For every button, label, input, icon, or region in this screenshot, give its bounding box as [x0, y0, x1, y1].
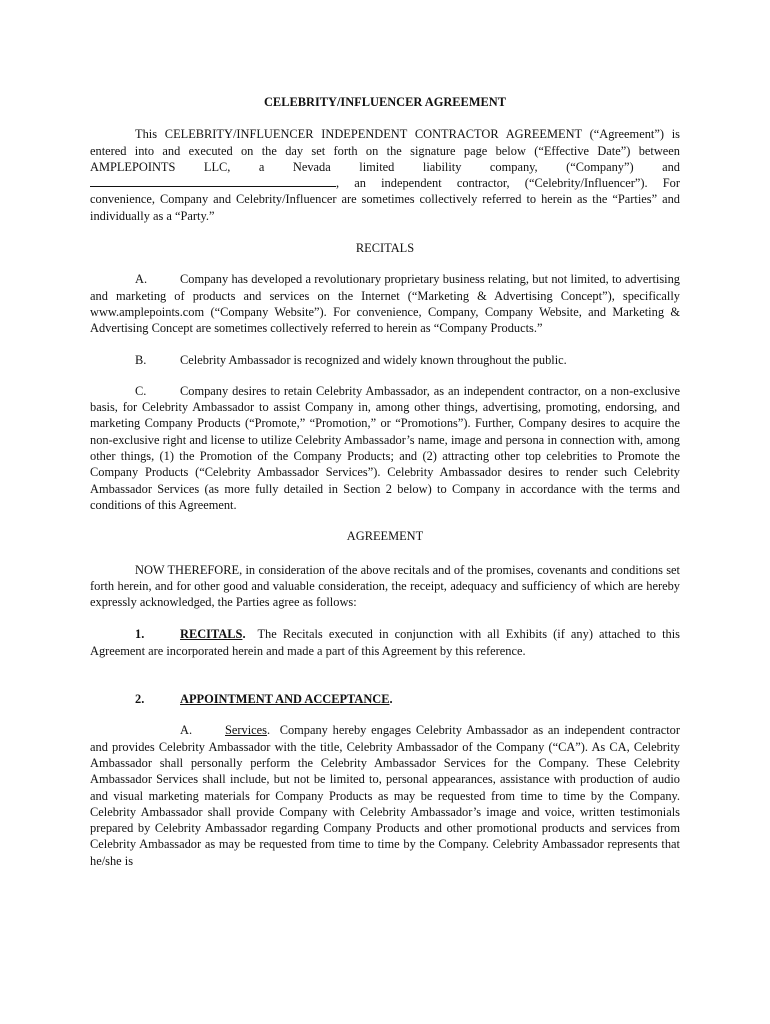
subsection-a-text: Company hereby engages Celebrity Ambassador as an independent contractor and provides Celebrity Ambassador with the title, Celebrity Ambassador of the Company (“CA”). As CA, Celebrity Ambassador shall personally perform the Celebrity Ambassador Services for the Company. These Celebrity Ambassador Services shall include, but not be limited to, personal appearances, assistance with production of audio and visual marketing materials for Company Products as may be requested from time to time by the Company. Celebrity Ambassador shall provide Company with Celebrity Ambassador’s image and voice, written testimonials prepared by Celebrity Ambassador regarding Company Products and other promotional products and services from Celebrity Ambassador as may be requested from time to time by the Company. Celebrity Ambassador represents that he/she is [90, 723, 680, 868]
subsection-a-label: A. [180, 723, 193, 738]
recitals-heading: RECITALS [355, 241, 415, 256]
recital-c-text: Company desires to retain Celebrity Ambassador, as an independent contractor, on a non-exclusive basis, for Celebrity Ambassador to assist Company in, among other things, advertising, promoting, endorsing, and marketing Company Products (“Promote,” “Promotion,” or “Promotions”). Further, Company desires to acquire the non-exclusive right and license to utilize Celebrity Ambassador’s name, image and persona in connection with, among other things, (1) the Promotion of the Company Products; and (2) attracting other top celebrities to Promote the Company Products (“Celebrity Ambassador Services”). Celebrity Ambassador desires to render such Celebrity Ambassador Services (as more fully detailed in Section 2 below) to Company in accordance with the terms and conditions of this Agreement. [90, 383, 680, 512]
intro-paragraph [90, 126, 680, 224]
recital-b-text: Celebrity Ambassador is recognized and widely known throughout the public. [180, 352, 567, 367]
recital-a [90, 271, 680, 336]
document-title: CELEBRITY/INFLUENCER AGREEMENT [263, 95, 506, 109]
section-1-text: The Recitals executed in conjunction with all Exhibits (if any) attached to this Agreement are incorporated herein and made a part of this Agreement by this reference. [90, 627, 680, 658]
intro-text-part2: , an independent contractor, (“Celebrity/Influencer”). For convenience, Company and Celebrity/Influencer are sometimes collectively referred to herein as the “Parties” and individually as a “Party.” [90, 176, 680, 223]
section-2-title: APPOINTMENT AND ACCEPTANCE [180, 692, 390, 707]
agreement-heading: AGREEMENT [346, 529, 424, 544]
recital-c [90, 383, 680, 513]
section-2-number: 2. [135, 692, 145, 707]
document-body [90, 94, 680, 869]
section-2 [90, 691, 680, 707]
subsection-a [90, 722, 680, 869]
recital-b [90, 352, 680, 368]
section-1-title-suffix: . [242, 627, 246, 642]
subsection-a-title: Services [225, 723, 267, 738]
recital-c-label: C. [135, 383, 147, 398]
recital-a-text: Company has developed a revolutionary proprietary business relating, but not limited, to advertising and marketing of products and services on the Internet (“Marketing & Advertising Concept”), specifically www.amplepoints.com (“Company Website”). For convenience, Company, Company Website, and Marketing & Advertising Concept are sometimes collectively referred to herein as “Company Products.” [90, 272, 680, 336]
section-1-title: RECITALS [180, 627, 243, 642]
recital-b-label: B. [135, 352, 147, 367]
section-1-number: 1. [135, 627, 145, 642]
section-1 [90, 626, 680, 659]
recital-a-label: A. [135, 272, 148, 287]
subsection-a-title-suffix: . [266, 723, 271, 738]
intro-text-part1: This CELEBRITY/INFLUENCER INDEPENDENT CONTRACTOR AGREEMENT (“Agreement”) is entered into and executed on the day set forth on the signature page below (“Effective Date”) between AMPLEPOINTS LLC, a Nevada limited liability company, (“Company”) and [90, 127, 680, 174]
contractor-name-blank[interactable] [90, 175, 336, 187]
section-2-title-suffix: . [389, 692, 393, 707]
now-therefore-paragraph: NOW THEREFORE, in consideration of the above recitals and of the promises, covenants and conditions set forth herein, and for other good and valuable consideration, the receipt, adequacy and sufficiency of which are hereby expressly acknowledged, the Parties agree as follows: [90, 562, 680, 610]
